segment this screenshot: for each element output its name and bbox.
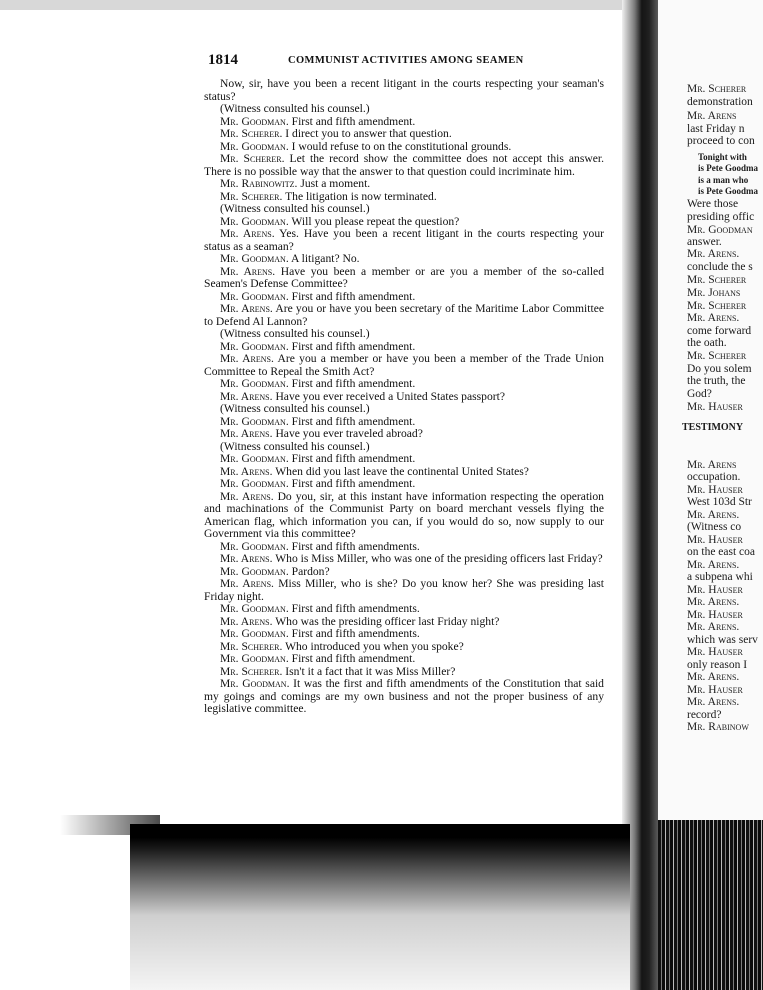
paragraph-text: Have you been a member or are you a member of the so-called Seamen's Defense Committee? (204, 264, 605, 290)
speaker-name: Mr. Goodman. (220, 539, 289, 553)
facing-page-line: Mr. Scherer (687, 350, 747, 362)
transcript-paragraph (204, 353, 604, 378)
paragraph-text: Have you ever traveled abroad? (275, 427, 423, 440)
paragraph-text: (Witness consulted his counsel.) (220, 202, 370, 215)
transcript-paragraph (204, 678, 604, 716)
paragraph-text: (Witness consulted his counsel.) (220, 327, 370, 340)
facing-page-line: Mr. Johans (687, 287, 741, 299)
speaker-name: Mr. Arens. (220, 614, 273, 628)
paragraph-text: First and fifth amendment. (291, 377, 416, 390)
speaker-name: Mr. Arens. (220, 464, 273, 478)
speaker-name: Mr. Scherer. (220, 127, 283, 140)
facing-page-line: Mr. Hauser (687, 584, 743, 596)
paragraph-text: First and fifth amendment. (291, 652, 416, 665)
facing-page-line: is a man who (698, 175, 749, 185)
facing-page-line: Mr. Arens (687, 110, 737, 122)
paragraph-text: First and fifth amendments. (291, 627, 420, 640)
paragraph-text: It was the first and fifth amendments of the Constitution that said my goings and comings are my own business and not the proper business of any legislative committee. (204, 677, 604, 715)
paragraph-text: First and fifth amendment. (291, 289, 416, 303)
facing-page-line: Mr. Hauser (687, 534, 743, 546)
facing-page-line: only reason I (687, 659, 748, 671)
facing-page-scan-shadow (658, 820, 763, 990)
speaker-name: Mr. Goodman. (220, 339, 289, 353)
speaker-name: Mr. Goodman. (220, 602, 289, 615)
paragraph-text: Yes. Have you been a recent litigant in the courts respecting your status as a seaman? (204, 227, 604, 253)
facing-page-line: last Friday n (687, 123, 745, 135)
paragraph-text: Are you or have you been secretary of the Maritime Labor Committee to Defend Al Lannon? (204, 302, 604, 328)
paragraph-text: First and fifth amendments. (291, 602, 420, 615)
facing-page-line: proceed to con (687, 135, 755, 147)
facing-page-line: Tonight with (698, 152, 747, 162)
paragraph-text: A litigant? No. (290, 252, 360, 265)
facing-page-line: answer. (687, 236, 722, 248)
paragraph-text: Will you please repeat the question? (291, 214, 460, 228)
paragraph-text: I direct you to answer that question. (285, 127, 452, 140)
facing-page-line: Mr. Scherer (687, 300, 747, 312)
facing-page-line: Mr. Rabinow (687, 721, 749, 733)
facing-page-line: Mr. Hauser (687, 484, 743, 496)
paragraph-text: Miss Miller, who is she? Do you know her? She was presiding last Friday night. (204, 577, 604, 603)
speaker-name: Mr. Goodman. (220, 652, 289, 665)
facing-page-line: presiding offic (687, 211, 755, 223)
speaker-name: Mr. Goodman. (220, 252, 289, 265)
speaker-name: Mr. Arens. (220, 264, 276, 278)
transcript-paragraph (204, 228, 604, 253)
speaker-name: Mr. Arens. (220, 302, 273, 315)
facing-page-line: Mr. Arens (687, 459, 737, 471)
paragraph-text: First and fifth amendment. (291, 477, 416, 490)
transcript-paragraph (204, 303, 604, 328)
paragraph-text: (Witness consulted his counsel.) (220, 102, 370, 115)
transcript-paragraph (204, 266, 604, 291)
facing-page-line: which was serv (687, 634, 758, 646)
paragraph-text: Just a moment. (300, 177, 371, 190)
facing-page-line: Mr. Arens. (687, 559, 740, 571)
facing-page-line: on the east coa (687, 546, 756, 558)
facing-page-line: Mr. Hauser (687, 609, 743, 621)
facing-page (658, 0, 763, 990)
paragraph-text: (Witness consulted his counsel.) (220, 439, 370, 453)
facing-page-line: come forward (687, 325, 752, 337)
scan-bottom-shadow (130, 824, 630, 990)
facing-page-line: Mr. Arens. (687, 248, 740, 260)
facing-page-line: Mr. Arens. (687, 621, 740, 633)
speaker-name: Mr. Goodman. (220, 414, 289, 428)
speaker-name: Mr. Arens. (220, 427, 273, 440)
facing-page-line: Were those (687, 198, 739, 210)
facing-page-line: Mr. Arens. (687, 509, 740, 521)
facing-page-line: God? (687, 388, 712, 400)
facing-page-line: is Pete Goodma (698, 186, 758, 196)
speaker-name: Mr. Scherer. (220, 189, 283, 203)
facing-page-line: Mr. Arens. (687, 671, 740, 683)
facing-page-line: Mr. Hauser (687, 646, 743, 658)
transcript-paragraph (204, 578, 604, 603)
paragraph-text: Are you a member or have you been a member of the Trade Union Committee to Repeal the Smith Act? (204, 352, 604, 378)
facing-page-line: Mr. Arens. (687, 312, 740, 324)
speaker-name: Mr. Goodman. (220, 214, 289, 228)
paragraph-text: Who was the presiding officer last Friday night? (275, 614, 500, 628)
facing-page-line: the truth, the (687, 375, 746, 387)
paragraph-text: Who is Miss Miller, who was one of the presiding officers last Friday? (275, 552, 603, 565)
paragraph-text: Let the record show the committee does not accept this answer. There is no possible way that the answer to that question could incriminate him. (204, 152, 604, 178)
paragraph-text: First and fifth amendment. (291, 414, 416, 428)
facing-page-line: Mr. Hauser (687, 684, 743, 696)
facing-page-line: conclude the s (687, 261, 753, 273)
facing-page-line: (Witness co (687, 521, 742, 533)
page-header (208, 52, 604, 70)
paragraph-text: Pardon? (291, 564, 330, 578)
facing-page-line: the oath. (687, 337, 727, 349)
page-number: 1814 (208, 52, 238, 68)
paragraph-text: Have you ever received a United States passport? (275, 389, 505, 403)
paragraph-text: First and fifth amendment. (291, 452, 416, 465)
witness-note (204, 78, 604, 103)
speaker-name: Mr. Scherer. (220, 152, 285, 165)
speaker-name: Mr. Goodman. (220, 627, 289, 640)
paragraph-text: First and fifth amendment. (291, 339, 416, 353)
facing-page-line: Mr. Goodman (687, 224, 753, 236)
speaker-name: Mr. Arens. (220, 227, 275, 240)
facing-page-line: Do you solem (687, 363, 752, 375)
paragraph-text: Isn't it a fact that it was Miss Miller? (285, 664, 456, 678)
speaker-name: Mr. Scherer. (220, 664, 283, 678)
facing-page-line: demonstration (687, 96, 753, 108)
facing-page-line: West 103d Str (687, 496, 752, 508)
facing-page-line: Mr. Hauser (687, 401, 743, 413)
paragraph-text: I would refuse to on the constitutional grounds. (291, 139, 512, 153)
paragraph-text: When did you last leave the continental United States? (275, 464, 529, 478)
speaker-name: Mr. Goodman. (220, 477, 289, 490)
facing-page-line: is Pete Goodma (698, 163, 758, 173)
speaker-name: Mr. Goodman. (220, 114, 289, 128)
running-title: COMMUNIST ACTIVITIES AMONG SEAMEN (288, 55, 524, 66)
paragraph-text: Do you, sir, at this instant have information respecting the operation and machinations of the Communist Party on board merchant vessels flying the American flag, which information you can, if you would do so, now supply to our Government via this committee? (204, 489, 604, 540)
paragraph-text: First and fifth amendment. (291, 114, 416, 128)
paragraph-text: Who introduced you when you spoke? (285, 639, 464, 653)
transcript-body (204, 78, 604, 716)
facing-page-line: a subpena whi (687, 571, 753, 583)
facing-page-line: Mr. Arens. (687, 696, 740, 708)
speaker-name: Mr. Arens. (220, 552, 273, 565)
speaker-name: Mr. Goodman. (220, 677, 290, 690)
speaker-name: Mr. Goodman. (220, 564, 289, 578)
transcript-paragraph (204, 153, 604, 178)
speaker-name: Mr. Scherer. (220, 639, 283, 653)
speaker-name: Mr. Arens. (220, 577, 274, 590)
speaker-name: Mr. Arens. (220, 489, 274, 503)
paragraph-text: The litigation is now terminated. (285, 189, 437, 203)
facing-page-line: occupation. (687, 471, 741, 483)
facing-page-line: Mr. Scherer (687, 274, 747, 286)
speaker-name: Mr. Goodman. (220, 377, 289, 390)
speaker-name: Mr. Goodman. (220, 452, 289, 465)
paragraph-text: (Witness consulted his counsel.) (220, 402, 370, 415)
facing-page-line: TESTIMONY (682, 422, 744, 433)
facing-page-line: Mr. Arens. (687, 596, 740, 608)
speaker-name: Mr. Rabinowitz. (220, 177, 298, 190)
speaker-name: Mr. Arens. (220, 389, 273, 403)
paragraph-text: First and fifth amendments. (291, 539, 420, 553)
facing-page-line: record? (687, 709, 722, 721)
speaker-name: Mr. Goodman. (220, 139, 289, 153)
transcript-paragraph (204, 491, 604, 541)
facing-page-line: Mr. Scherer (687, 83, 747, 95)
speaker-name: Mr. Arens. (220, 352, 274, 365)
speaker-name: Mr. Goodman. (220, 289, 289, 303)
paragraph-text: Now, sir, have you been a recent litigant in the courts respecting your seaman's status? (204, 77, 604, 103)
